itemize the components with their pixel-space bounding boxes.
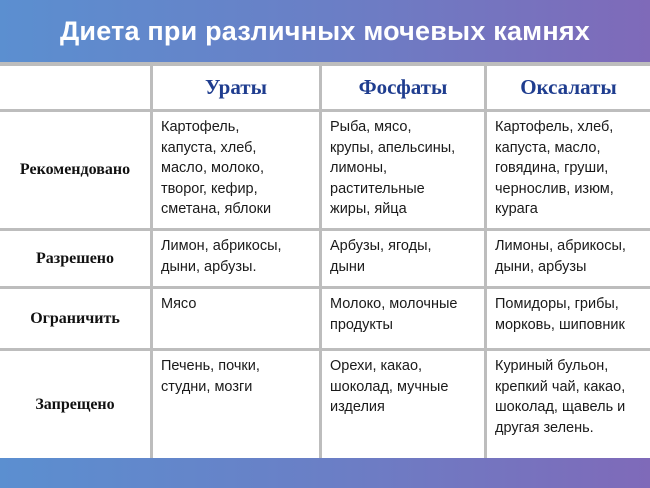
column-header-urates: Ураты — [153, 66, 319, 109]
table-cell: Помидоры, грибы, морковь, шиповник — [487, 289, 650, 348]
row-label-forbidden: Запрещено — [0, 351, 150, 458]
row-label-recommended: Рекомендовано — [0, 112, 150, 228]
table-cell: Арбузы, ягоды, дыни — [322, 231, 484, 286]
table-cell: Картофель, хлеб, капуста, масло, говядина, груши, чернослив, изюм, курага — [487, 112, 650, 228]
row-label-allowed: Разрешено — [0, 231, 150, 286]
table-cell: Рыба, мясо, крупы, апельсины, лимоны, растительные жиры, яйца — [322, 112, 484, 228]
table-corner-cell — [0, 66, 150, 109]
diet-table — [0, 62, 650, 458]
column-header-phosphates: Фосфаты — [322, 66, 484, 109]
table-cell: Лимоны, абрикосы, дыни, арбузы — [487, 231, 650, 286]
page-title: Диета при различных мочевых камнях — [0, 0, 650, 62]
table-cell: Орехи, какао, шоколад, мучные изделия — [322, 351, 484, 458]
row-label-limit: Ограничить — [0, 289, 150, 348]
table-cell: Печень, почки, студни, мозги — [153, 351, 319, 458]
table-cell: Молоко, молочные продукты — [322, 289, 484, 348]
table-cell: Куриный бульон, крепкий чай, какао, шоколад, щавель и другая зелень. — [487, 351, 650, 458]
table-cell: Картофель, капуста, хлеб, масло, молоко, творог, кефир, сметана, яблоки — [153, 112, 319, 228]
table-cell: Мясо — [153, 289, 319, 348]
column-header-oxalates: Оксалаты — [487, 66, 650, 109]
footer-bar — [0, 458, 650, 488]
table-cell: Лимон, абрикосы, дыни, арбузы. — [153, 231, 319, 286]
